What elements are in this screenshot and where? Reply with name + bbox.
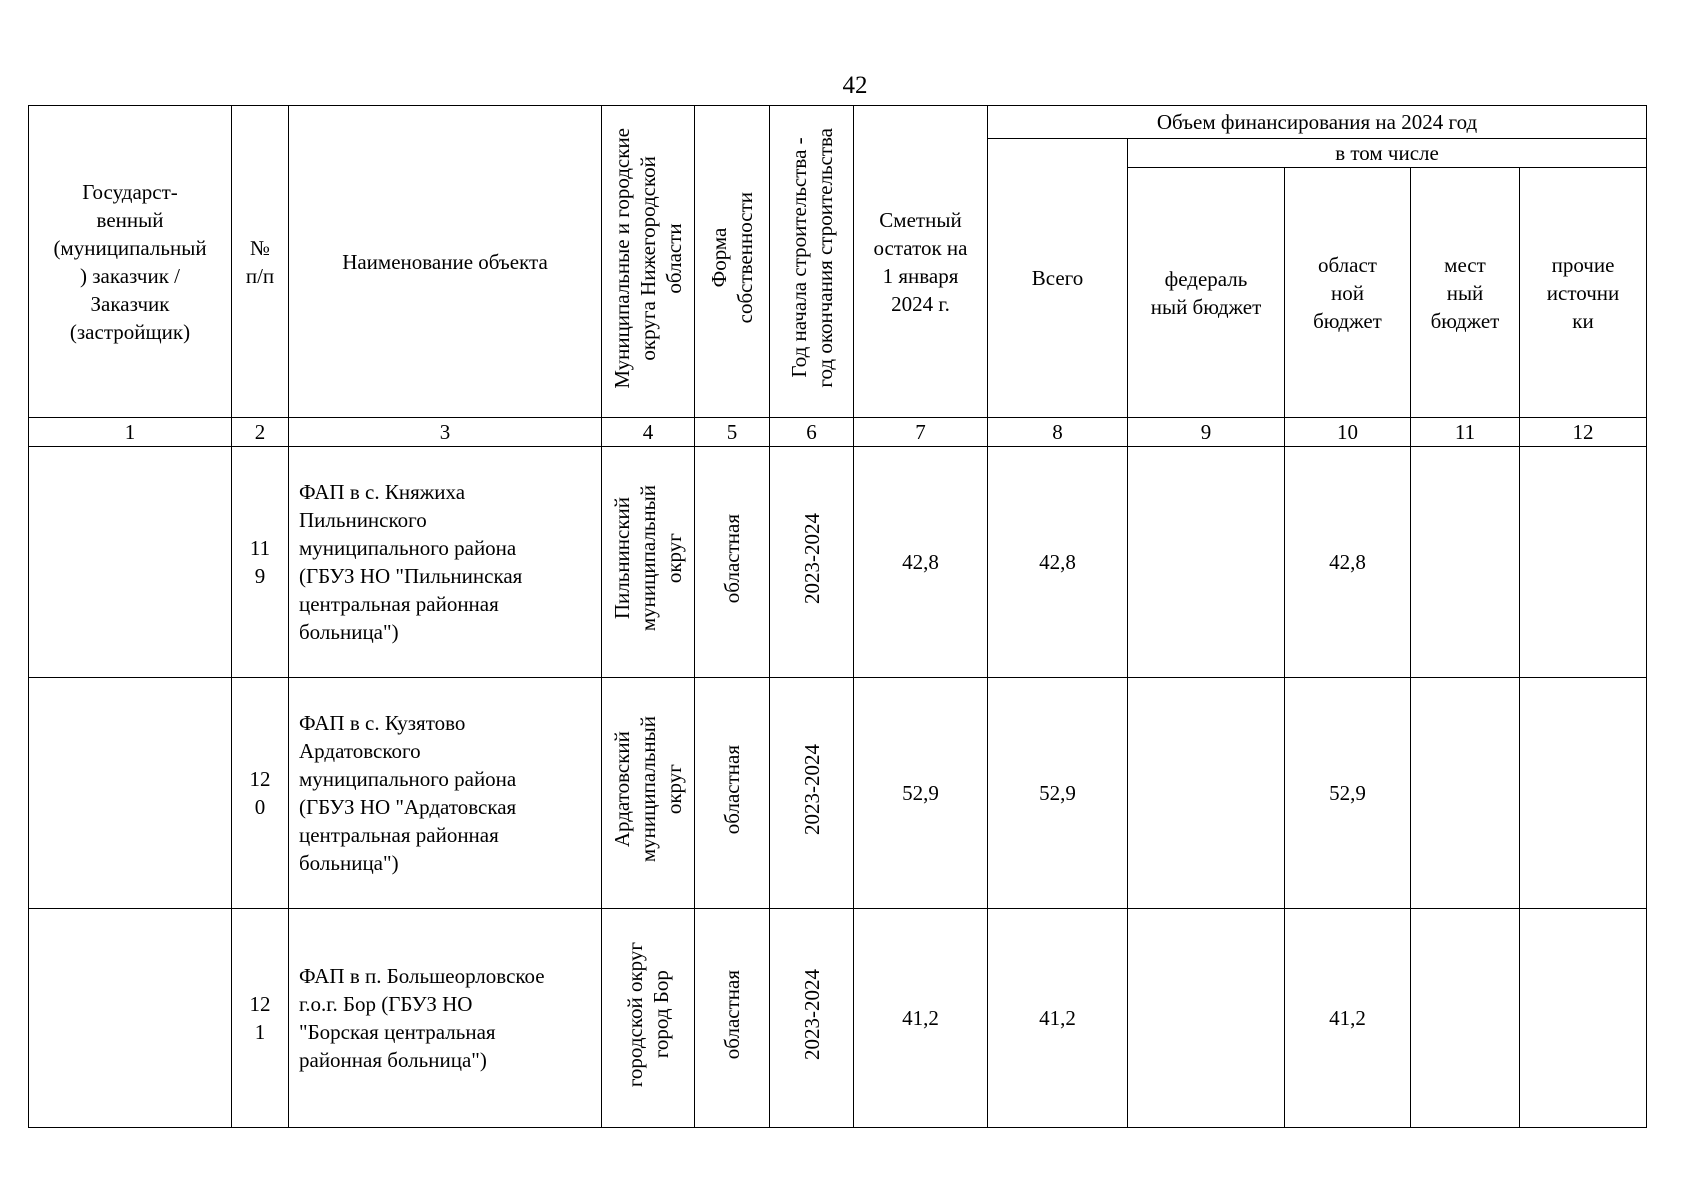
funding-table [28, 105, 1647, 1128]
cell-ownership: областная [695, 678, 770, 909]
column-number: 7 [854, 418, 988, 447]
cell-num: 11 9 [232, 447, 289, 678]
cell-total: 52,9 [988, 678, 1128, 909]
header-total: Всего [988, 139, 1128, 418]
cell-other [1520, 909, 1647, 1128]
cell-federal [1128, 909, 1285, 1128]
column-number: 12 [1520, 418, 1647, 447]
cell-customer [29, 447, 232, 678]
header-ownership: Форма собственности [695, 106, 770, 418]
column-number: 4 [602, 418, 695, 447]
cell-object-name: ФАП в с. Кузятово Ардатовского муниципального района (ГБУЗ НО "Ардатовская центральная районная больница") [289, 678, 602, 909]
cell-estimate: 52,9 [854, 678, 988, 909]
cell-total: 42,8 [988, 447, 1128, 678]
cell-municipality: Пильнинский муниципальный округ [602, 447, 695, 678]
column-number: 3 [289, 418, 602, 447]
header-funding-title: Объем финансирования на 2024 год [988, 106, 1647, 139]
column-number: 9 [1128, 418, 1285, 447]
cell-federal [1128, 447, 1285, 678]
cell-local [1411, 678, 1520, 909]
cell-years: 2023-2024 [770, 447, 854, 678]
cell-years: 2023-2024 [770, 909, 854, 1128]
cell-num: 12 0 [232, 678, 289, 909]
cell-municipality: Ардатовский муниципальный округ [602, 678, 695, 909]
page-number: 42 [842, 72, 868, 99]
cell-regional: 42,8 [1285, 447, 1411, 678]
cell-years: 2023-2024 [770, 678, 854, 909]
table-row [29, 909, 1647, 1128]
cell-estimate: 42,8 [854, 447, 988, 678]
cell-regional: 41,2 [1285, 909, 1411, 1128]
cell-customer [29, 909, 232, 1128]
column-number: 2 [232, 418, 289, 447]
cell-other [1520, 678, 1647, 909]
cell-ownership: областная [695, 447, 770, 678]
table-row [29, 678, 1647, 909]
cell-municipality: городской округ город Бор [602, 909, 695, 1128]
column-number: 11 [1411, 418, 1520, 447]
header-other: прочие источни ки [1520, 168, 1647, 418]
column-number-row [29, 418, 1647, 447]
header-regional: област ной бюджет [1285, 168, 1411, 418]
cell-object-name: ФАП в с. Княжиха Пильнинского муниципального района (ГБУЗ НО "Пильнинская центральная районная больница") [289, 447, 602, 678]
cell-object-name: ФАП в п. Большеорловское г.о.г. Бор (ГБУЗ НО "Борская центральная районная больница") [289, 909, 602, 1128]
header-num: № п/п [232, 106, 289, 418]
cell-federal [1128, 678, 1285, 909]
column-number: 10 [1285, 418, 1411, 447]
column-number: 8 [988, 418, 1128, 447]
header-years: Год начала строительства - год окончания строительства [770, 106, 854, 418]
header-municipality: Муниципальные и городские округа Нижегородской области [602, 106, 695, 418]
header-row-1 [29, 106, 1647, 139]
header-including: в том числе [1128, 139, 1647, 168]
cell-regional: 52,9 [1285, 678, 1411, 909]
header-customer: Государст- венный (муниципальный ) заказчик / Заказчик (застройщик) [29, 106, 232, 418]
cell-ownership: областная [695, 909, 770, 1128]
cell-customer [29, 678, 232, 909]
header-local: мест ный бюджет [1411, 168, 1520, 418]
header-object-name: Наименование объекта [289, 106, 602, 418]
cell-estimate: 41,2 [854, 909, 988, 1128]
column-number: 1 [29, 418, 232, 447]
column-number: 6 [770, 418, 854, 447]
column-number: 5 [695, 418, 770, 447]
cell-local [1411, 909, 1520, 1128]
cell-num: 12 1 [232, 909, 289, 1128]
table-row [29, 447, 1647, 678]
cell-other [1520, 447, 1647, 678]
cell-total: 41,2 [988, 909, 1128, 1128]
header-federal: федераль ный бюджет [1128, 168, 1285, 418]
cell-local [1411, 447, 1520, 678]
header-estimate: Сметный остаток на 1 января 2024 г. [854, 106, 988, 418]
